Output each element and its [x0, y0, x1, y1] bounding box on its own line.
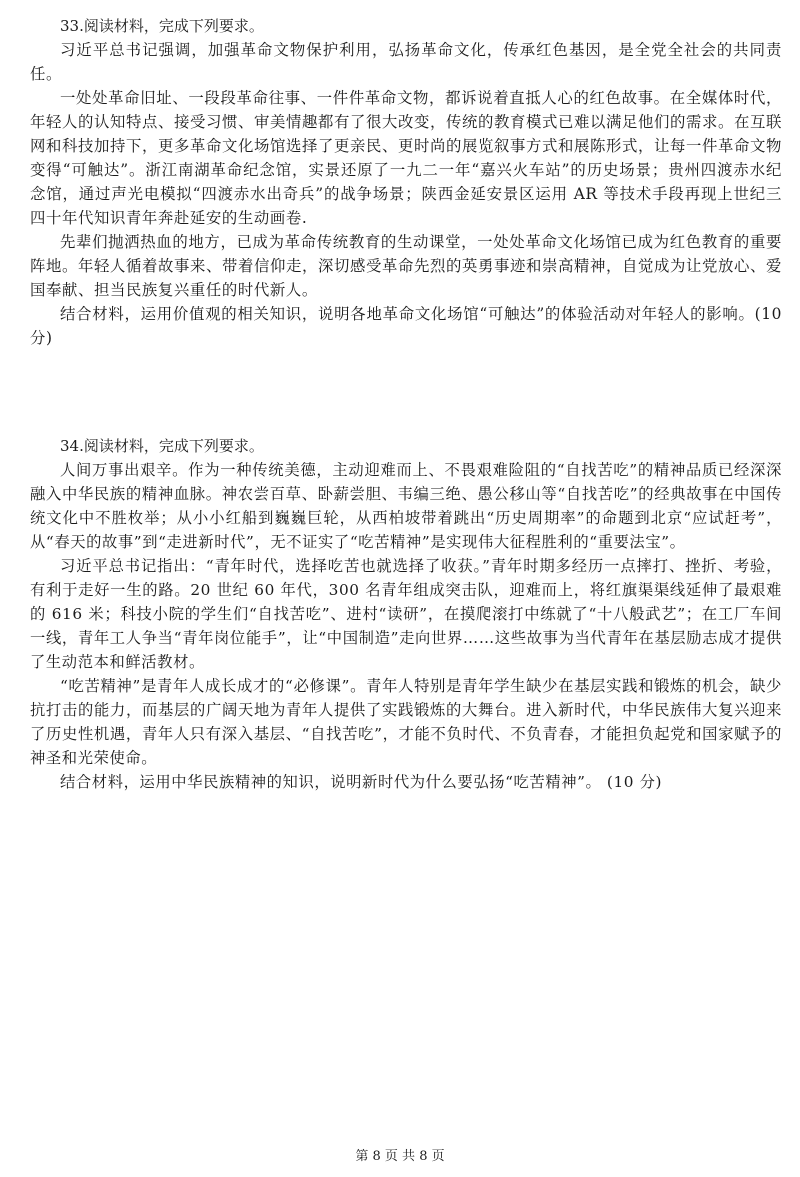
question-33-material-1: 一处处革命旧址、一段段革命往事、一件件革命文物，都诉说着直抵人心的红色故事。在全媒体时代，年轻人的认知特点、接受习惯、审美情趣都有了很大改变，传统的教育模式已难以满足他们的需求。在互联网和科技加持下，更多革命文化场馆选择了更亲民、更时尚的展览叙事方式和展陈形式，让每一件革命文物变得“可触达”。浙江南湖革命纪念馆，实景还原了一九二一年“嘉兴火车站”的历史场景；贵州四渡赤水纪念馆，通过声光电模拟“四渡赤水出奇兵”的战争场景；陕西金延安景区运用 AR 等技术手段再现上世纪三四十年代知识青年奔赴延安的生动画卷. [30, 89, 782, 227]
question-34-material-1: 人间万事出艰辛。作为一种传统美德，主动迎难而上、不畏艰难险阻的“自找苦吃”的精神品质已经深深融入中华民族的精神血脉。神农尝百草、卧薪尝胆、韦编三绝、愚公移山等“自找苦吃”的经典故事在中国传统文化中不胜枚举；从小小红船到巍巍巨轮，从西柏坡带着跳出“历史周期率”的命题到北京“应试赶考”，从“春天的故事”到“走进新时代”，无不证实了“吃苦精神”是实现伟大征程胜利的“重要法宝”。 [30, 461, 782, 551]
question-34-material-3: “吃苦精神”是青年人成长成才的“必修课”。青年人特别是青年学生缺少在基层实践和锻炼的机会，缺少抗打击的能力，而基层的广阔天地为青年人提供了实践锻炼的大舞台。进入新时代，中华民族伟大复兴迎来了历史性机遇，青年人只有深入基层、“自找苦吃”，才能不负时代、不负青春，才能担负起党和国家赋予的神圣和光荣使命。 [30, 677, 782, 767]
question-34-title: 34.阅读材料，完成下列要求。 [60, 437, 264, 455]
question-34-material-2: 习近平总书记指出：“青年时代，选择吃苦也就选择了收获。”青年时期多经历一点摔打、挫折、考验，有利于走好一生的路。20 世纪 60 年代，300 名青年组成突击队，迎难而上，将红旗渠渠线延伸了最艰难的 616 米；科技小院的学生们“自找苦吃”、进村“读研”，在摸爬滚打中练就了“十八般武艺”；在工厂车间一线，青年工人争当“青年岗位能手”，让“中国制造”走向世界……这些故事为当代青年在基层励志成才提供了生动范本和鲜活教材。 [30, 557, 782, 671]
question-33 [30, 14, 782, 350]
question-34 [30, 434, 782, 794]
question-33-prompt: 结合材料，运用价值观的相关知识，说明各地革命文化场馆“可触达”的体验活动对年轻人的影响。(10 分) [30, 305, 782, 347]
question-33-title: 33.阅读材料，完成下列要求。 [60, 17, 264, 35]
page-number-footer: 第 8 页 共 8 页 [355, 1149, 445, 1164]
question-34-prompt: 结合材料，运用中华民族精神的知识，说明新时代为什么要弘扬“吃苦精神”。 (10 分) [60, 773, 663, 791]
question-33-intro: 习近平总书记强调，加强革命文物保护利用，弘扬革命文化，传承红色基因，是全党全社会的共同责任。 [30, 41, 782, 83]
exam-page [30, 0, 782, 1177]
question-33-material-2: 先辈们抛洒热血的地方，已成为革命传统教育的生动课堂，一处处革命文化场馆已成为红色教育的重要阵地。年轻人循着故事来、带着信仰走，深切感受革命先烈的英勇事迹和崇高精神，自觉成为让党放心、爱国奉献、担当民族复兴重任的时代新人。 [30, 233, 782, 299]
